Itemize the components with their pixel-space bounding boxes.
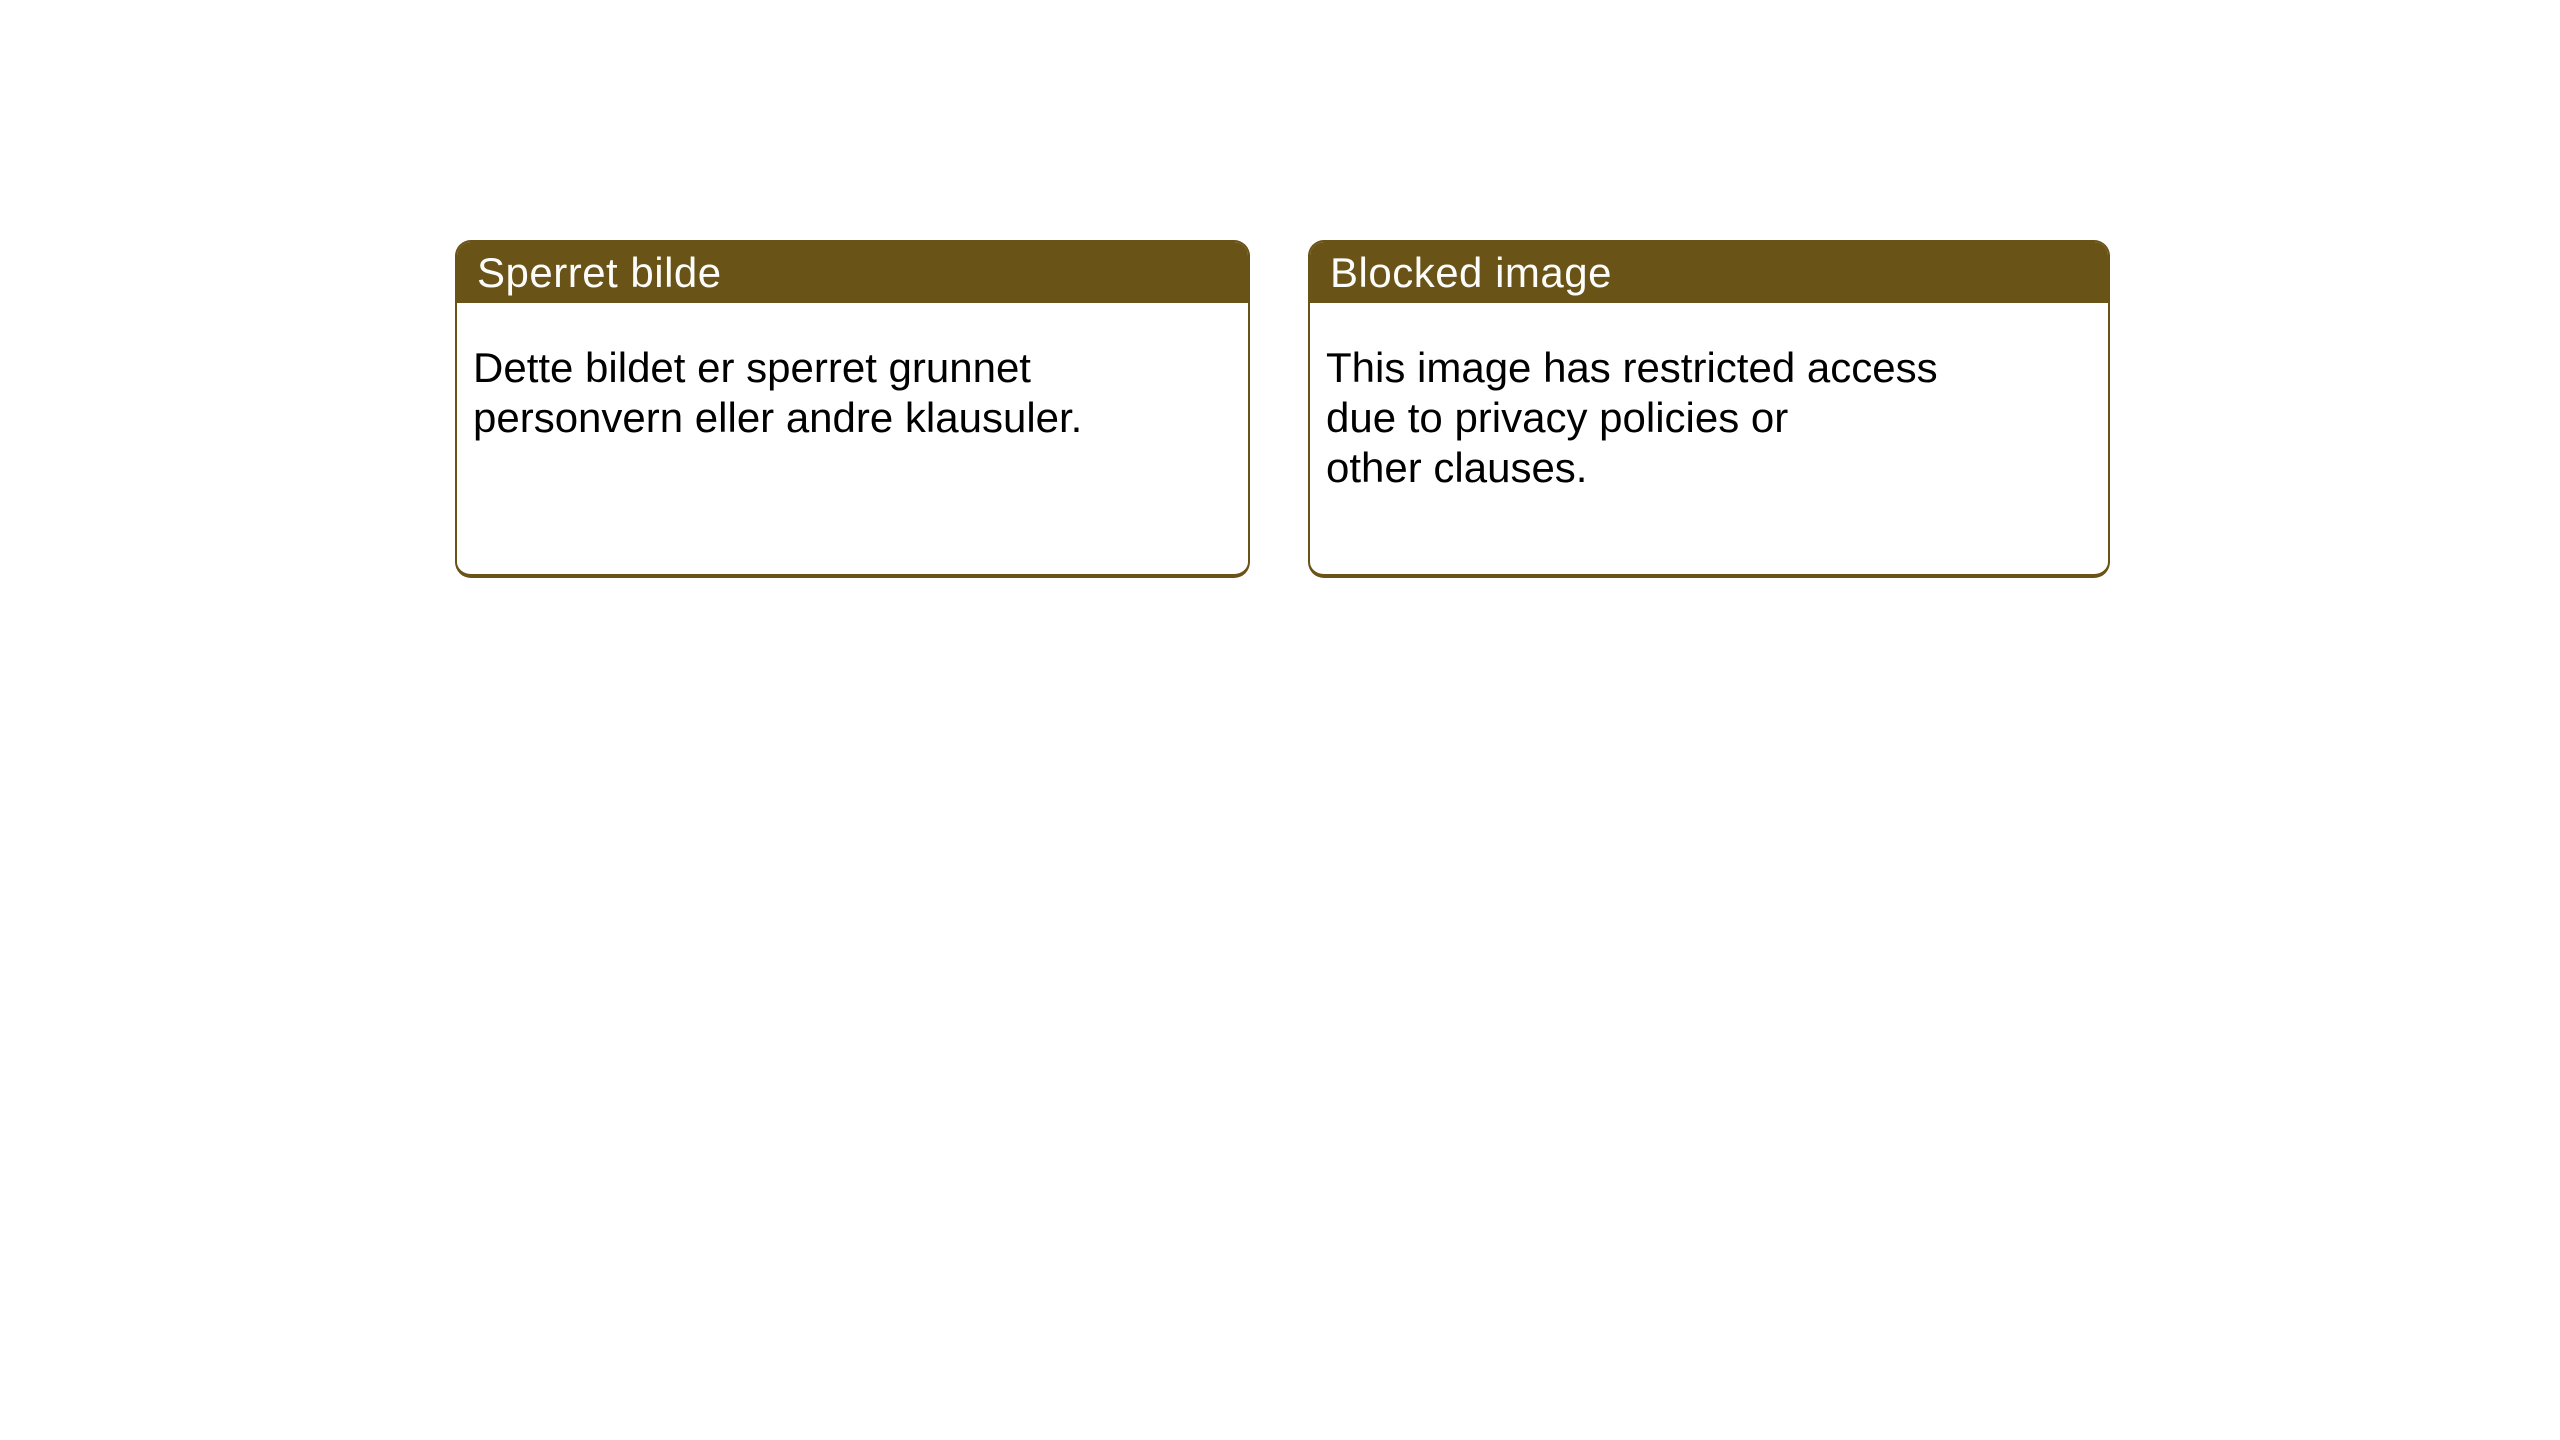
blocked-image-card-norwegian xyxy=(455,240,1250,578)
body-line: other clauses. xyxy=(1326,444,1588,491)
body-line: Dette bildet er sperret grunnet xyxy=(473,344,1031,391)
body-line: personvern eller andre klausuler. xyxy=(473,394,1083,441)
card-title: Sperret bilde xyxy=(477,248,722,296)
card-header xyxy=(1310,242,2108,303)
blocked-image-card-english xyxy=(1308,240,2110,578)
card-title: Blocked image xyxy=(1330,248,1612,296)
body-line: due to privacy policies or xyxy=(1326,394,1789,441)
card-body xyxy=(1310,303,2108,493)
card-header xyxy=(457,242,1248,303)
body-line: This image has restricted access xyxy=(1326,344,1938,391)
card-body xyxy=(457,303,1248,443)
